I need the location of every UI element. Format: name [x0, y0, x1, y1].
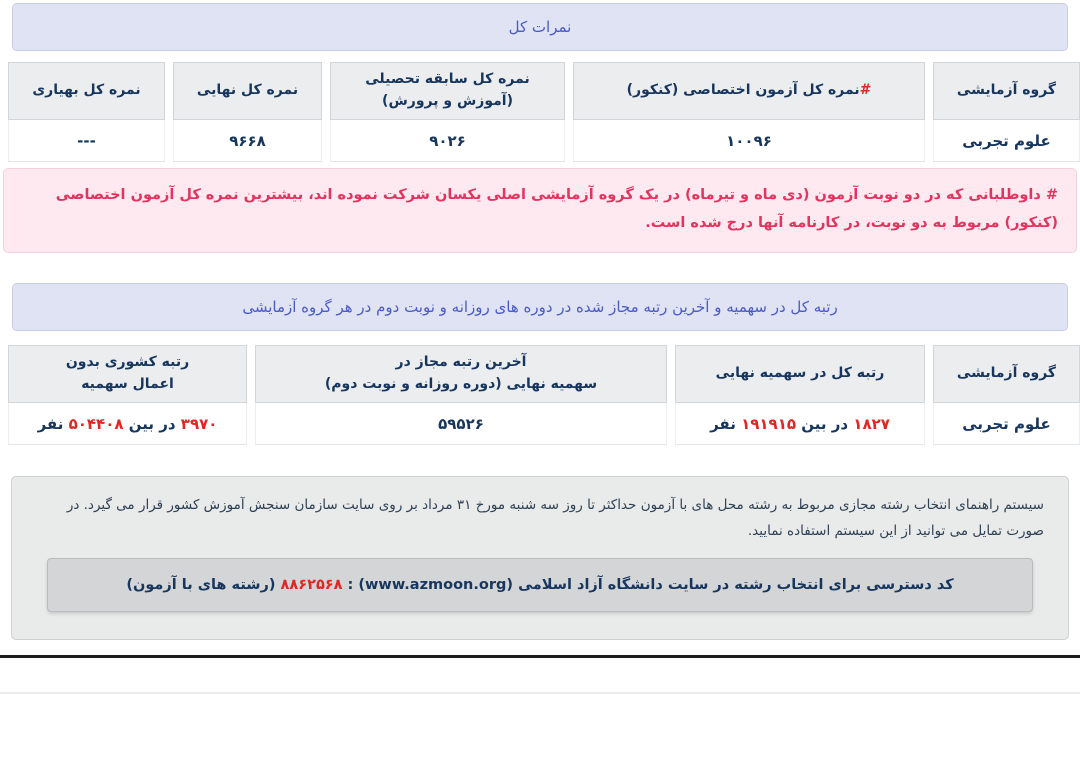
- scores-table-data-row: [0, 120, 1080, 162]
- header-cell-school-record: نمره کل سابقه تحصیلی (آموزش و پرورش): [330, 62, 565, 120]
- header-cell-final-score: نمره کل نهایی: [173, 62, 322, 120]
- hash-mark: #: [859, 82, 872, 99]
- header-cell-last-admitted-rank: آخرین رتبه مجاز در سهمیه نهایی (دوره روزانه و نوبت دوم): [255, 345, 667, 403]
- ranks-table: [0, 345, 1080, 445]
- ranks-title: رتبه کل در سهمیه و آخرین رتبه مجاز شده در دوره های روزانه و نوبت دوم در هر گروه آزمایشی: [242, 298, 838, 317]
- scores-table: [0, 62, 1080, 162]
- header-cell-quota-rank: رتبه کل در سهمیه نهایی: [675, 345, 925, 403]
- cell-final-score-value: ۹۶۶۸: [173, 120, 322, 162]
- guide-paragraph: سیستم راهنمای انتخاب رشته مجازی مربوط به رشته محل های با آزمون حداکثر تا روز سه شنبه مورخ ۳۱ مرداد بر روی سایت سازمان سنجش آموزش کشور قرار می گیرد. در صورت تمایل می توانید از این سیستم استفاده نمایید.: [66, 497, 1044, 540]
- access-code-box: [47, 558, 1033, 612]
- total-scores-title-bar: [12, 3, 1068, 51]
- cell-behyari-score-value: ---: [8, 120, 165, 162]
- gray-divider-line: [0, 692, 1080, 694]
- ranks-table-data-row: [0, 403, 1080, 445]
- cell-national-rank-value: ۳۹۷۰ در بین ۵۰۴۴۰۸ نفر: [8, 403, 247, 445]
- header-cell-konkur-score: #نمره کل آزمون اختصاصی (کنکور): [573, 62, 925, 120]
- black-divider-line: [0, 655, 1080, 658]
- total-scores-title: نمرات کل: [508, 18, 572, 36]
- cell-konkur-score-value: ۱۰۰۹۶: [573, 120, 925, 162]
- access-code-value: ۸۸۶۲۵۶۸: [280, 576, 343, 593]
- header-cell-national-rank: رتبه کشوری بدون اعمال سهمیه: [8, 345, 247, 403]
- ranks-title-bar: [12, 283, 1068, 331]
- scores-table-header-row: [0, 62, 1080, 120]
- cell-group-value: علوم تجربی: [933, 403, 1080, 445]
- cell-quota-rank-value: ۱۸۲۷ در بین ۱۹۱۹۱۵ نفر: [675, 403, 925, 445]
- cell-last-admitted-rank-value: ۵۹۵۲۶: [255, 403, 667, 445]
- access-code-suffix: (رشته های با آزمون): [126, 576, 281, 593]
- access-code-prefix: کد دسترسی برای انتخاب رشته در سایت دانشگاه آزاد اسلامی (www.azmoon.org) :: [342, 576, 954, 593]
- cell-school-record-value: ۹۰۲۶: [330, 120, 565, 162]
- header-cell-behyari-score: نمره کل بهیاری: [8, 62, 165, 120]
- field-selection-guide-box: [11, 476, 1069, 640]
- exam-results-page: [0, 3, 1080, 768]
- header-cell-group: گروه آزمایشی: [933, 62, 1080, 120]
- cell-group-value: علوم تجربی: [933, 120, 1080, 162]
- ranks-table-header-row: [0, 345, 1080, 403]
- header-cell-group: گروه آزمایشی: [933, 345, 1080, 403]
- duplicate-attempt-notice: # داوطلبانی که در دو نوبت آزمون (دی ماه و تیرماه) در یک گروه آزمایشی اصلی یکسان شرکت نموده اند، بیشترین نمره کل آزمون اختصاصی (کنکور) مربوط به دو نوبت، در کارنامه آنها درج شده است.: [3, 168, 1077, 253]
